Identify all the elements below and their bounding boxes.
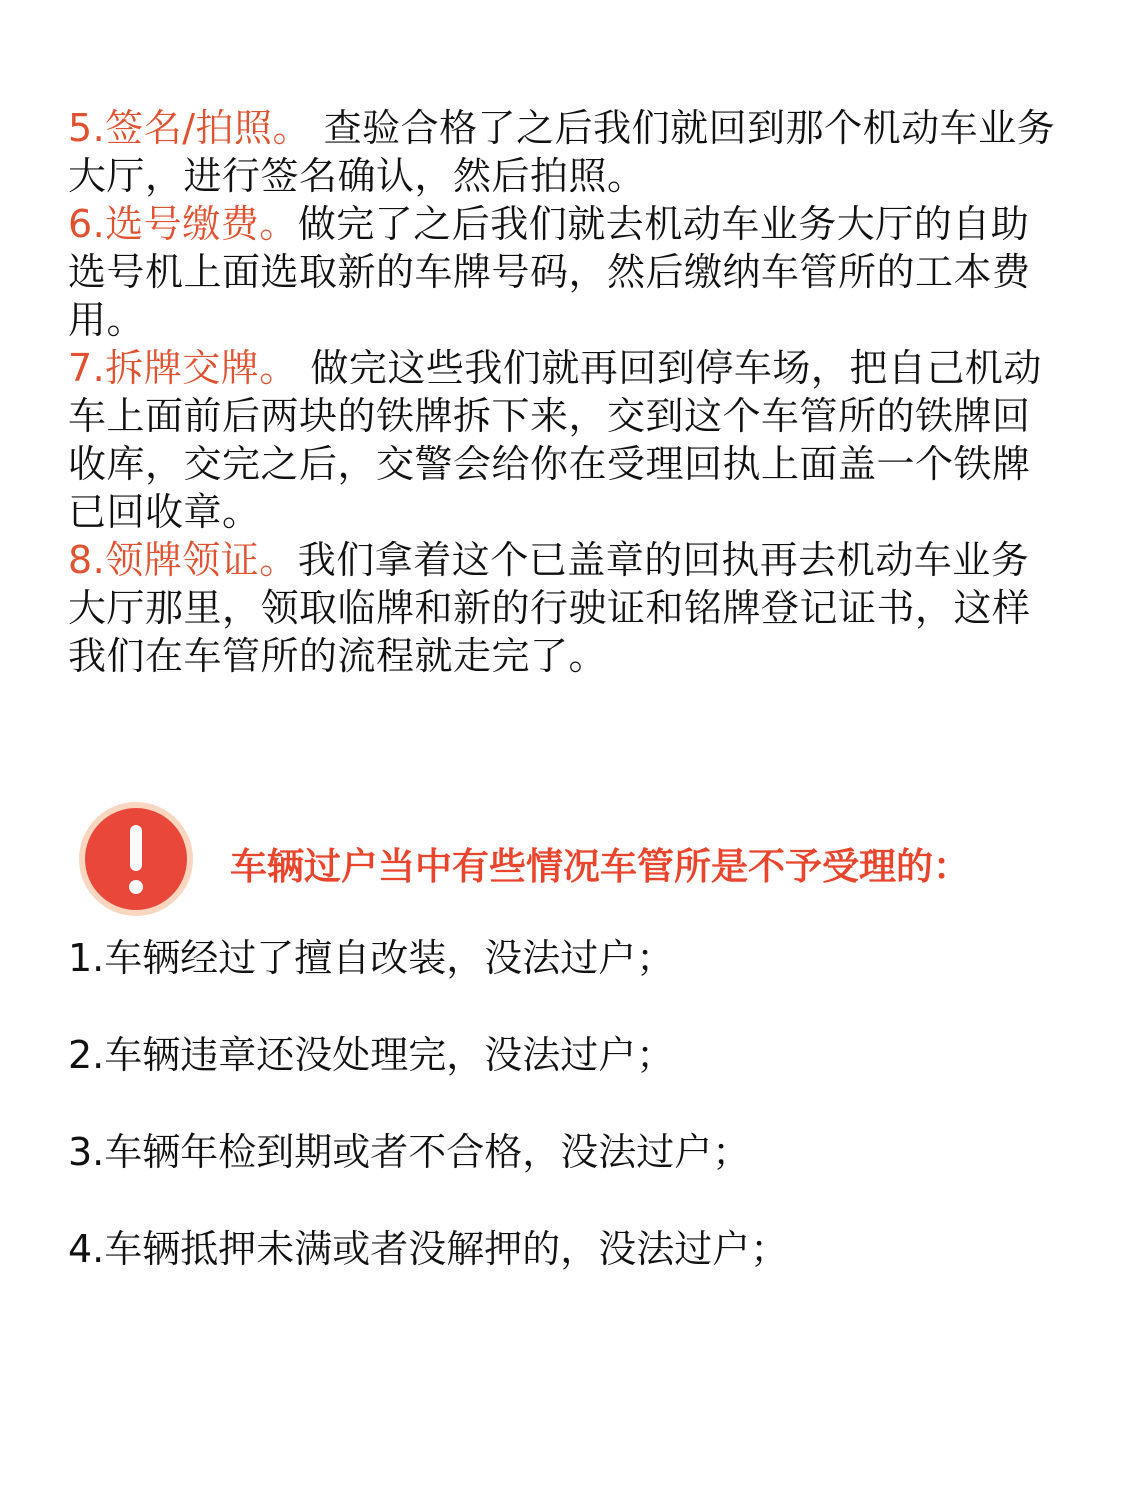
exclamation-icon — [78, 801, 194, 917]
step-7 — [68, 344, 1058, 536]
step-text: 我们拿着这个已盖章的回执再去机动车业务大厅那里，领取临牌和新的行驶证和铭牌登记证书，这样我们在车管所的流程就走完了。 — [68, 538, 1031, 678]
reject-reasons-list — [68, 932, 1058, 1320]
list-item: 4.车辆抵押未满或者没解押的，没法过户； — [68, 1227, 789, 1271]
step-6 — [68, 200, 1058, 344]
step-text: 查验合格了之后我们就回到那个机动车业务大厅，进行签名确认，然后拍照。 — [68, 106, 1056, 198]
list-item: 1.车辆经过了擅自改装，没法过户； — [68, 936, 675, 980]
list-item: 2.车辆违章还没处理完，没法过户； — [68, 1033, 675, 1077]
step-title: 8.领牌领证。 — [68, 538, 298, 582]
step-title: 7.拆牌交牌。 — [68, 346, 298, 390]
step-title: 6.选号缴费。 — [68, 202, 298, 246]
step-8 — [68, 536, 1058, 680]
warning-heading: 车辆过户当中有些情况车管所是不予受理的： — [230, 845, 970, 888]
warning-banner — [78, 801, 1058, 917]
step-text: 做完了之后我们就去机动车业务大厅的自助选号机上面选取新的车牌号码，然后缴纳车管所的工本费用。 — [68, 202, 1031, 342]
list-item: 3.车辆年检到期或者不合格，没法过户； — [68, 1130, 751, 1174]
step-title: 5.签名/拍照。 — [68, 106, 312, 150]
step-5 — [68, 104, 1058, 200]
step-text: 做完这些我们就再回到停车场，把自己机动车上面前后两块的铁牌拆下来，交到这个车管所的铁牌回收库，交完之后，交警会给你在受理回执上面盖一个铁牌已回收章。 — [68, 346, 1042, 534]
process-steps — [68, 104, 1058, 680]
